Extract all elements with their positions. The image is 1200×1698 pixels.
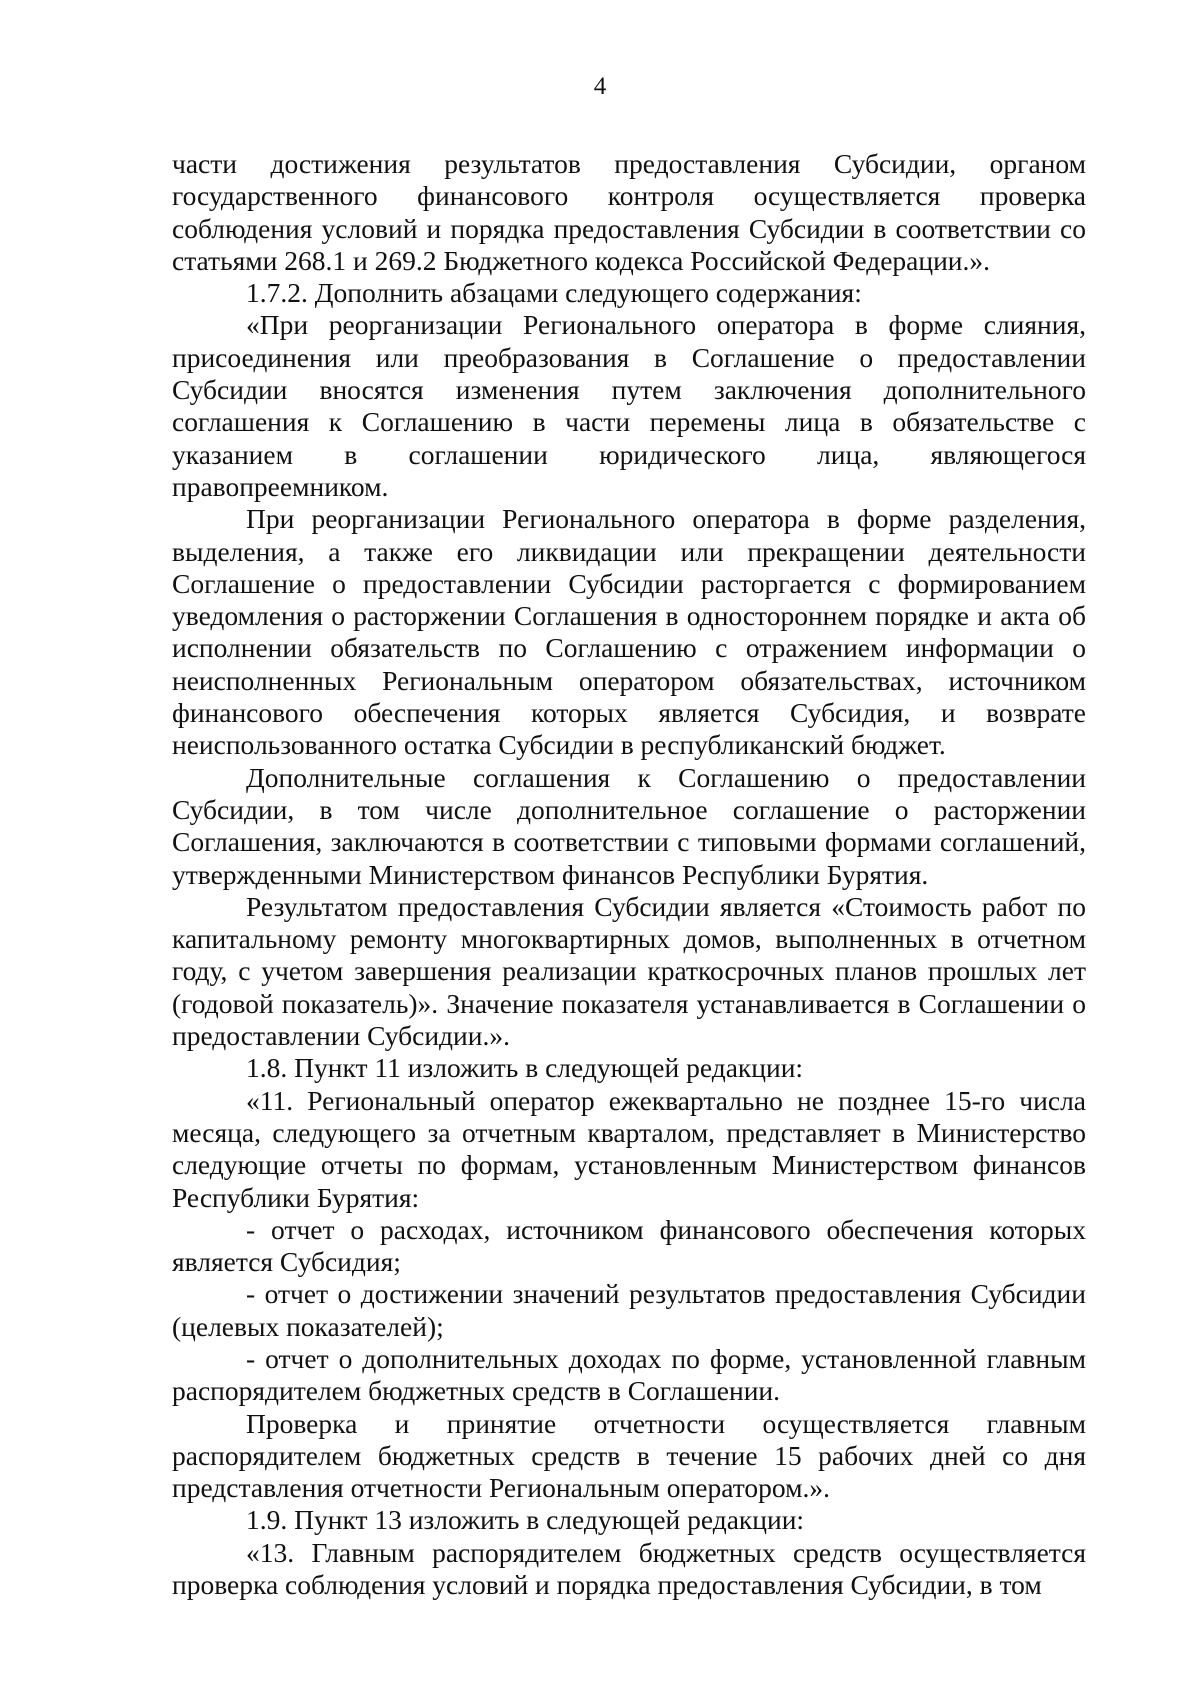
- paragraph-3: «При реорганизации Регионального оператора в форме слияния, присоединения или преобразования в Соглашение о предоставлении Субсидии вносятся изменения путем заключения дополнительного соглашения к Соглашению в части перемены лица в обязательстве с указанием в соглашении юридического лица, являющегося правопреемником.: [172, 309, 1086, 502]
- paragraph-9: - отчет о расходах, источником финансового обеспечения которых является Субсидия;: [172, 1213, 1086, 1278]
- paragraph-13: 1.9. Пункт 13 изложить в следующей редакции:: [246, 1504, 805, 1536]
- paragraph-4: При реорганизации Регионального оператора в форме разделения, выделения, а также его ликвидации или прекращении деятельности Соглашение о предоставлении Субсидии расторгается с формированием уведомления о расторжении Соглашения в одностороннем порядке и акта об исполнении обязательств по Соглашению с отражением информации о неисполненных Региональным оператором обязательствах, источником финансового обеспечения которых является Субсидия, и возврате неиспользованного остатка Субсидии в республиканский бюджет.: [172, 503, 1086, 761]
- paragraph-2: 1.7.2. Дополнить абзацами следующего содержания:: [246, 277, 862, 309]
- paragraph-10: - отчет о достижении значений результатов предоставления Субсидии (целевых показателей);: [172, 1278, 1086, 1342]
- page-number: 4: [593, 73, 607, 100]
- paragraph-12: Проверка и принятие отчетности осуществляется главным распорядителем бюджетных средств в течение 15 рабочих дней со дня представления отчетности Региональным оператором.».: [172, 1407, 1086, 1504]
- paragraph-6: Результатом предоставления Субсидии является «Стоимость работ по капитальному ремонту многоквартирных домов, выполненных в отчетном году, с учетом завершения реализации краткосрочных планов прошлых лет (годовой показатель)». Значение показателя устанавливается в Соглашении о предоставлении Субсидии.».: [172, 890, 1086, 1052]
- paragraph-14: «13. Главным распорядителем бюджетных средств осуществляется проверка соблюдения условий и порядка предоставления Субсидии, в том: [172, 1536, 1086, 1601]
- paragraph-7: 1.8. Пункт 11 изложить в следующей редакции:: [246, 1052, 804, 1084]
- paragraph-8: «11. Региональный оператор ежеквартально не позднее 15-го числа месяца, следующего за отчетным кварталом, представляет в Министерство следующие отчеты по формам, установленным Министерством финансов Республики Бурятия:: [172, 1084, 1086, 1213]
- document-body: [172, 148, 1086, 1601]
- paragraph-5: Дополнительные соглашения к Соглашению о предоставлении Субсидии, в том числе дополнительное соглашение о расторжении Соглашения, заключаются в соответствии с типовыми формами соглашений, утвержденными Министерством финансов Республики Бурятия.: [172, 761, 1086, 890]
- paragraph-1: части достижения результатов предоставления Субсидии, органом государственного финансового контроля осуществляется проверка соблюдения условий и порядка предоставления Субсидии в соответствии со статьями 268.1 и 269.2 Бюджетного кодекса Российской Федерации.».: [172, 148, 1086, 276]
- paragraph-11: - отчет о дополнительных доходах по форме, установленной главным распорядителем бюджетных средств в Соглашении.: [172, 1342, 1086, 1407]
